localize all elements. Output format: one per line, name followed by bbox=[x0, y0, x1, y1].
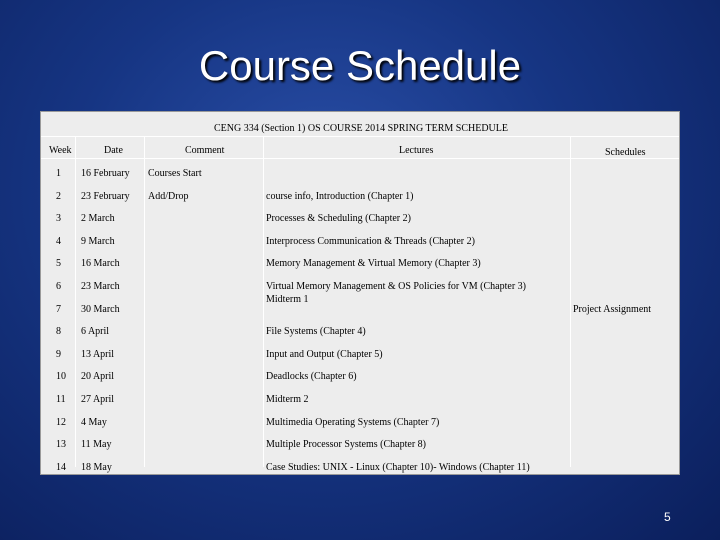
row-week: 14 bbox=[56, 461, 66, 473]
row-date: 16 February bbox=[81, 168, 130, 179]
row-date: 30 March bbox=[81, 303, 120, 315]
row-week: 4 bbox=[56, 235, 61, 247]
row-date: 4 May bbox=[81, 416, 107, 428]
header-comment: Comment bbox=[185, 145, 225, 156]
row-lecture: Midterm 1 bbox=[266, 293, 309, 305]
row-week: 7 bbox=[56, 303, 61, 315]
row-week: 10 bbox=[56, 371, 66, 383]
header-date: Date bbox=[104, 145, 123, 156]
row-lecture: Midterm 2 bbox=[266, 394, 309, 405]
row-date: 23 February bbox=[81, 190, 130, 202]
row-lecture: Processes & Scheduling (Chapter 2) bbox=[266, 213, 411, 225]
grid-line bbox=[144, 137, 145, 467]
row-week: 5 bbox=[56, 258, 61, 270]
schedule-table bbox=[40, 111, 680, 475]
grid-line bbox=[570, 137, 571, 467]
row-lecture: Deadlocks (Chapter 6) bbox=[266, 371, 357, 383]
row-week: 2 bbox=[56, 190, 61, 202]
project-assignment: Project Assignment bbox=[573, 304, 652, 315]
row-lecture: File Systems (Chapter 4) bbox=[266, 326, 366, 338]
row-lecture: Interprocess Communication & Threads (Chapter 2) bbox=[266, 235, 475, 247]
row-week: 12 bbox=[56, 416, 66, 428]
row-lecture: Virtual Memory Management & OS Policies for VM (Chapter 3) bbox=[266, 281, 526, 292]
row-date: 11 May bbox=[81, 439, 112, 451]
row-lecture: course info, Introduction (Chapter 1) bbox=[266, 190, 414, 202]
row-week: 13 bbox=[56, 439, 66, 451]
header-schedules: Schedules bbox=[605, 147, 646, 158]
grid-line bbox=[75, 137, 76, 467]
comment-courses-start: Courses Start bbox=[148, 168, 202, 179]
row-lecture: Memory Management & Virtual Memory (Chapter 3) bbox=[266, 258, 481, 270]
slide-title: Course Schedule bbox=[198, 42, 522, 89]
row-lecture: Input and Output (Chapter 5) bbox=[266, 348, 383, 360]
row-week: 9 bbox=[56, 348, 61, 360]
row-week: 1 bbox=[56, 168, 61, 179]
row-week: 8 bbox=[56, 326, 61, 338]
row-week: 3 bbox=[56, 213, 61, 225]
row-lecture: Case Studies: UNIX - Linux (Chapter 10)- Windows (Chapter 11) bbox=[266, 461, 530, 473]
page-number: 5 bbox=[664, 510, 671, 524]
row-lecture: Multiple Processor Systems (Chapter 8) bbox=[266, 439, 426, 451]
row-date: 9 March bbox=[81, 235, 115, 247]
grid-line bbox=[41, 136, 679, 137]
row-date: 27 April bbox=[81, 394, 115, 405]
row-date: 16 March bbox=[81, 258, 120, 270]
header-week: Week bbox=[49, 145, 72, 156]
header-lectures: Lectures bbox=[399, 145, 434, 156]
table-caption: CENG 334 (Section 1) OS COURSE 2014 SPRING TERM SCHEDULE bbox=[214, 123, 508, 134]
row-week: 11 bbox=[56, 394, 66, 405]
grid-line bbox=[263, 137, 264, 467]
row-lecture: Multimedia Operating Systems (Chapter 7) bbox=[266, 416, 440, 428]
row-date: 20 April bbox=[81, 371, 115, 383]
comment-add-drop: Add/Drop bbox=[148, 191, 189, 202]
row-date: 6 April bbox=[81, 326, 110, 338]
row-date: 23 March bbox=[81, 281, 120, 292]
row-date: 18 May bbox=[81, 461, 112, 473]
row-date: 13 April bbox=[81, 348, 115, 360]
row-date: 2 March bbox=[81, 213, 115, 225]
row-week: 6 bbox=[56, 281, 61, 292]
grid-line bbox=[41, 158, 679, 159]
